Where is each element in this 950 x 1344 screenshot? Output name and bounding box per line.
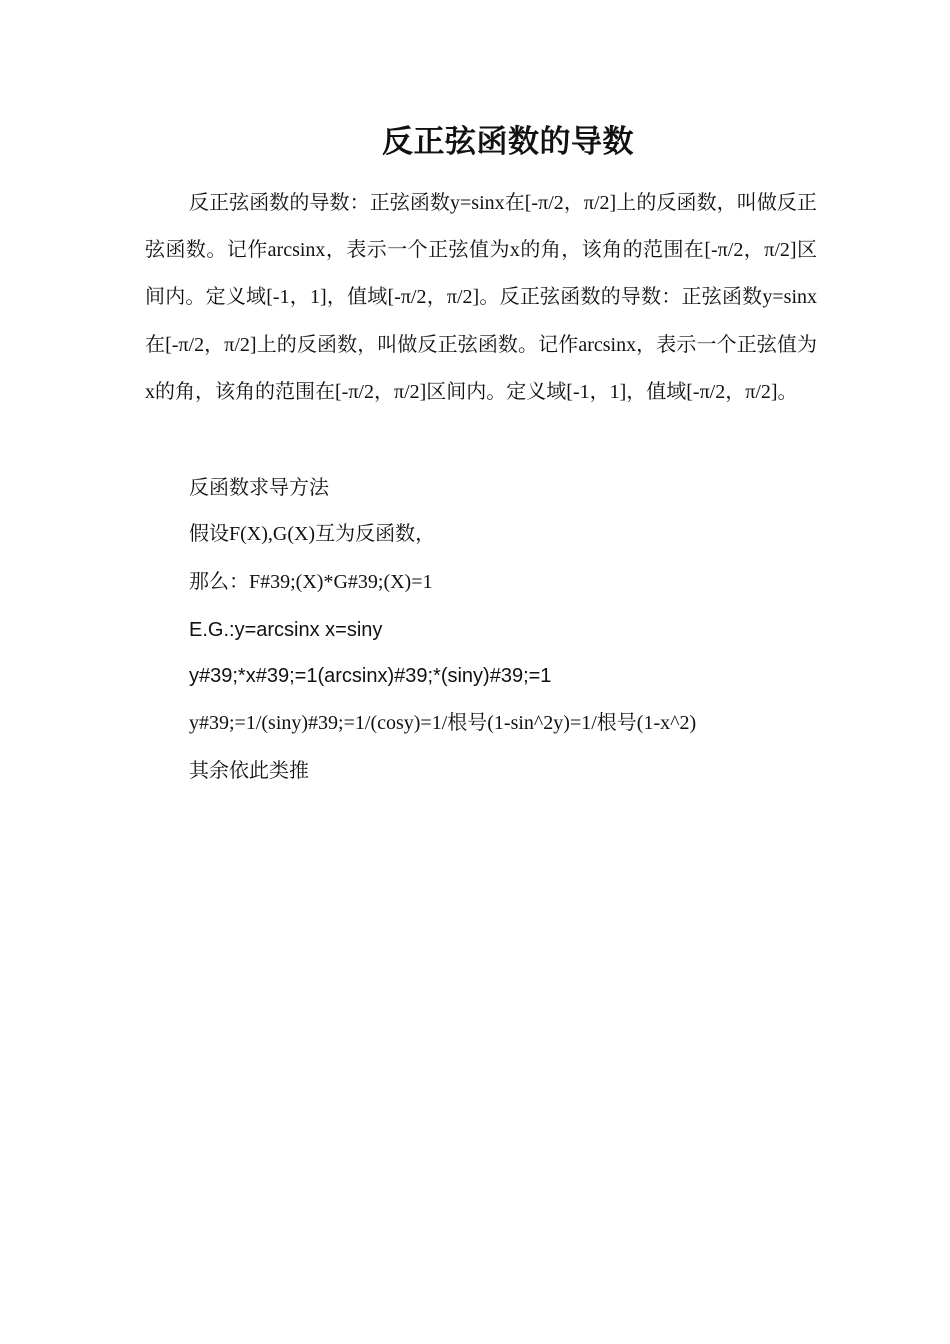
body-paragraph: 反正弦函数的导数：正弦函数y=sinx在[-π/2，π/2]上的反函数，叫做反正弦函数。记作arcsinx，表示一个正弦值为x的角，该角的范围在[-π/2，π/2]区间内。定义域[-1，1]，值域[-π/2，π/2]。反正弦函数的导数：正弦函数y=sinx在[-π/2，π/2]上的反函数，叫做反正弦函数。记作arcsinx，表示一个正弦值为x的角，该角的范围在[-π/2，π/2]区间内。定义域[-1，1]，值域[-π/2，π/2]。 — [145, 192, 817, 403]
line-example: E.G.:y=arcsinx x=siny — [189, 619, 383, 641]
line-conclusion: 其余依此类推 — [189, 760, 309, 782]
line-assumption: 假设F(X),G(X)互为反函数， — [189, 523, 436, 545]
line-product-rule: 那么：F#39;(X)*G#39;(X)=1 — [189, 571, 433, 593]
line-method-heading: 反函数求导方法 — [189, 477, 329, 499]
line-derivation-1: y#39;*x#39;=1(arcsinx)#39;*(siny)#39;=1 — [189, 665, 552, 687]
document-title: 反正弦函数的导数 — [382, 124, 634, 160]
line-derivation-2: y#39;=1/(siny)#39;=1/(cosy)=1/根号(1-sin^2y)=1/根号(1-x^2) — [189, 712, 697, 734]
